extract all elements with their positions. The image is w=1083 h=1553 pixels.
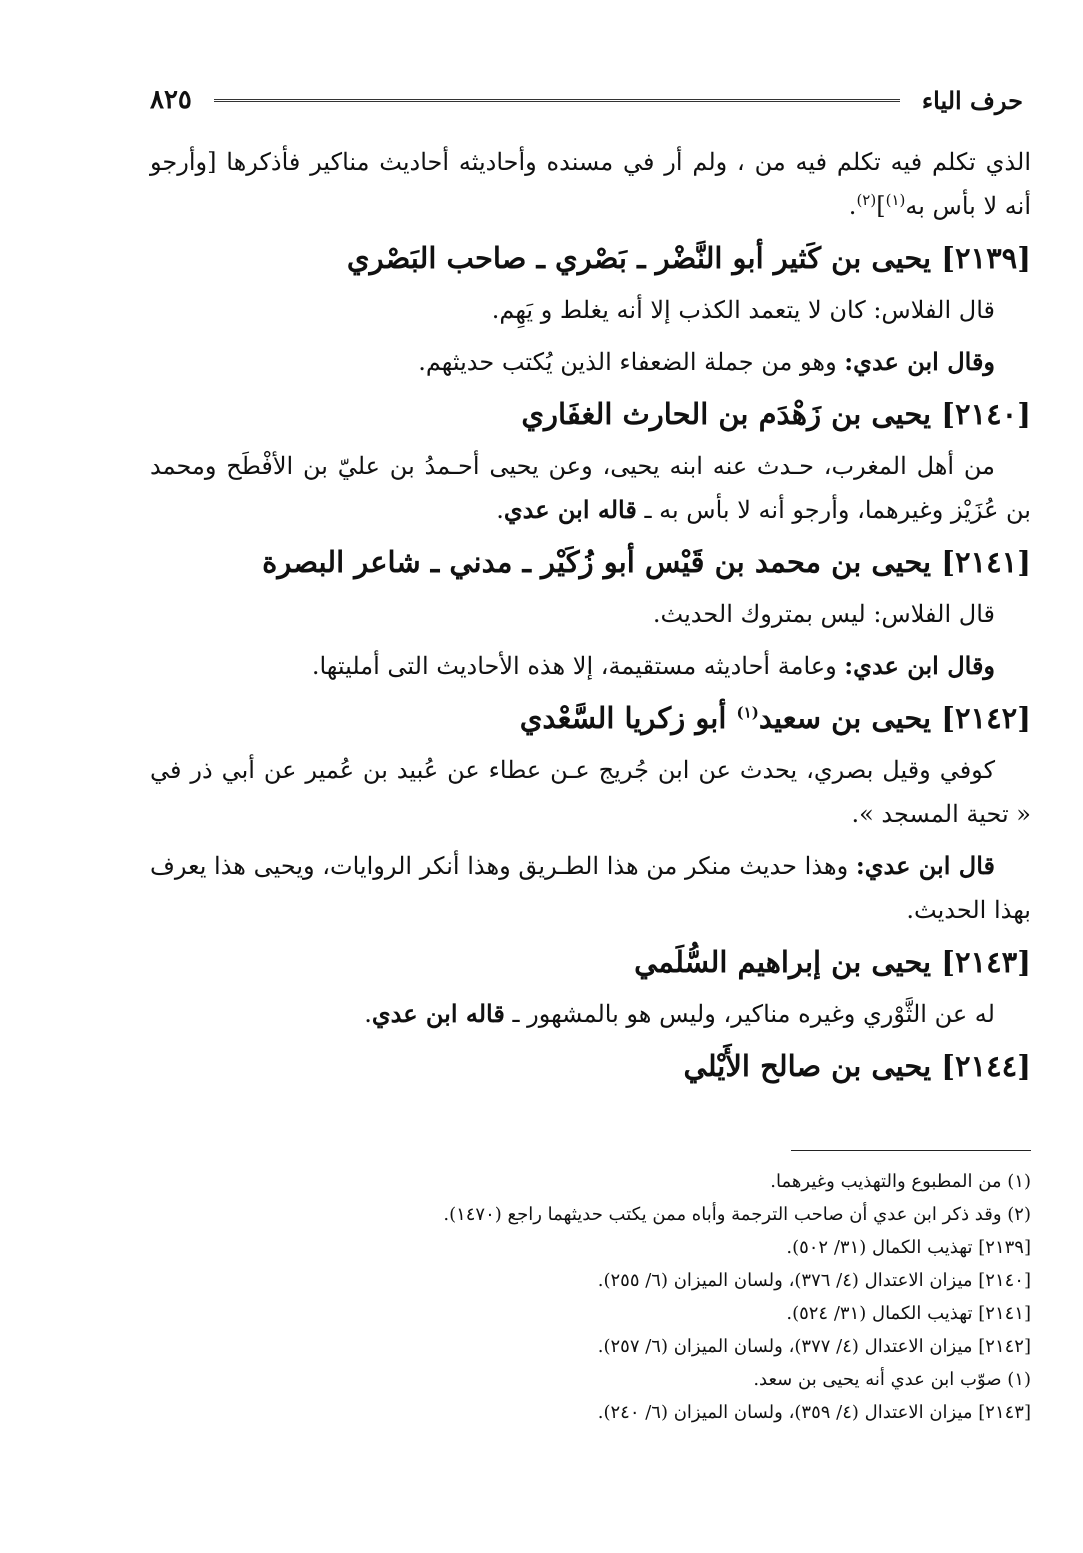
entry-heading-2139: [٢١٣٩] يحيى بن كَثير أبو النَّضْر ـ بَصْري ـ صاحب البَصْري bbox=[346, 241, 1031, 275]
continuation-paragraph bbox=[150, 140, 1031, 228]
bracket-close: ] bbox=[876, 192, 886, 220]
entry-text: وهذا حديث منكر من هذا الطـريق وهذا أنكر الروايات، ويحيى هذا يعرف بهذا الحديث. bbox=[150, 852, 1031, 924]
entry-paragraph bbox=[150, 644, 1031, 688]
page-number: ٨٢٥ bbox=[150, 85, 192, 115]
main-text bbox=[150, 140, 1031, 1096]
footnote: [٢١٤١] تهذيب الكمال (٣١/ ٥٢٤). bbox=[786, 1303, 1031, 1324]
sentence-end: . bbox=[848, 192, 857, 220]
footnote-separator bbox=[791, 1150, 1031, 1151]
sentence-end: . bbox=[496, 496, 504, 524]
entry-text: وعامة أحاديثه مستقيمة، إلا هذه الأحاديث التى أمليتها. bbox=[311, 652, 845, 680]
running-title: حرف الياء bbox=[921, 85, 1023, 115]
entry-heading-2144: [٢١٤٤] يحيى بن صالح الأَيْلي bbox=[683, 1049, 1031, 1083]
entry-paragraph bbox=[150, 444, 1031, 532]
entry-paragraph: قال الفلاس: ليس بمتروك الحديث. bbox=[652, 600, 995, 628]
entry-paragraph bbox=[150, 992, 1031, 1036]
entry-paragraph: كوفي وقيل بصري، يحدث عن ابن جُريج عـن عطاء عن عُبيد بن عُمير عن أبي ذر في « تحية المسجد ». bbox=[150, 756, 1031, 828]
speaker-label: قاله ابن عدي bbox=[503, 495, 637, 524]
sentence-end: . bbox=[364, 1000, 372, 1028]
entry-paragraph bbox=[150, 340, 1031, 384]
header-rule bbox=[214, 99, 900, 102]
footnote: (١) صوّب ابن عدي أنه يحيى بن سعد. bbox=[753, 1369, 1031, 1390]
footnote: [٢١٣٩] تهذيب الكمال (٣١/ ٥٠٢). bbox=[786, 1237, 1031, 1258]
speaker-label: وقال ابن عدي: bbox=[844, 651, 995, 680]
heading-text: أبو زكريا السَّعْدي bbox=[519, 701, 737, 735]
entry-heading-2140: [٢١٤٠] يحيى بن زَهْدَم بن الحارث الغفَاري bbox=[521, 397, 1031, 431]
entry-heading-2141: [٢١٤١] يحيى بن محمد بن قَيْس أبو زُكَيْر ـ مدني ـ شاعر البصرة bbox=[262, 545, 1031, 579]
footnote: (١) من المطبوع والتهذيب وغيرهما. bbox=[770, 1171, 1031, 1192]
footnote: [٢١٤٣] ميزان الاعتدال (٤/ ٣٥٩)، ولسان الميزان (٦/ ٢٤٠). bbox=[597, 1402, 1031, 1423]
footnote-marker: (٢) bbox=[856, 191, 877, 209]
entry-paragraph bbox=[150, 844, 1031, 932]
entry-text: من أهل المغرب، حـدث عنه ابنه يحيى، وعن يحيى أحـمدُ بن عليّ بن الأفْطَح ومحمد بن عُزَيْز وغيرهما، وأرجو أنه لا بأس به ـ bbox=[150, 452, 1031, 524]
entry-paragraph: قال الفلاس: كان لا يتعمد الكذب إلا أنه يغلط و يَهِم. bbox=[491, 296, 995, 324]
footnote: [٢١٤٠] ميزان الاعتدال (٤/ ٣٧٦)، ولسان الميزان (٦/ ٢٥٥). bbox=[597, 1270, 1031, 1291]
footnotes bbox=[150, 1165, 1031, 1429]
running-header bbox=[150, 80, 1023, 120]
heading-text: [٢١٤٢] يحيى بن سعيد bbox=[758, 701, 1031, 735]
footnote: [٢١٤٢] ميزان الاعتدال (٤/ ٣٧٧)، ولسان الميزان (٦/ ٢٥٧). bbox=[597, 1336, 1031, 1357]
entry-text: وهو من جملة الضعفاء الذين يُكتب حديثهم. bbox=[418, 348, 845, 376]
entry-heading-2143: [٢١٤٣] يحيى بن إبراهيم السُّلَمي bbox=[634, 945, 1031, 979]
speaker-label: قال ابن عدي: bbox=[855, 851, 995, 880]
footnote: (٢) وقد ذكر ابن عدي أن صاحب الترجمة وأباه ممن يكتب حديثهما راجع (١٤٧٠). bbox=[443, 1204, 1031, 1225]
footnote-marker: (١) bbox=[736, 703, 759, 722]
speaker-label: قاله ابن عدي bbox=[371, 999, 505, 1028]
speaker-label: وقال ابن عدي: bbox=[844, 347, 995, 376]
continuation-text: الذي تكلم فيه تكلم فيه من ، ولم أر في مسنده وأحاديثه أحاديث مناكير فأذكرها [وأرجو أنه لا بأس به bbox=[150, 148, 1031, 220]
entry-heading-2142 bbox=[150, 696, 1031, 740]
footnote-marker: (١) bbox=[885, 191, 906, 209]
entry-text: له عن الثَّوْري وغيره مناكير، وليس هو بالمشهور ـ bbox=[504, 1000, 995, 1028]
